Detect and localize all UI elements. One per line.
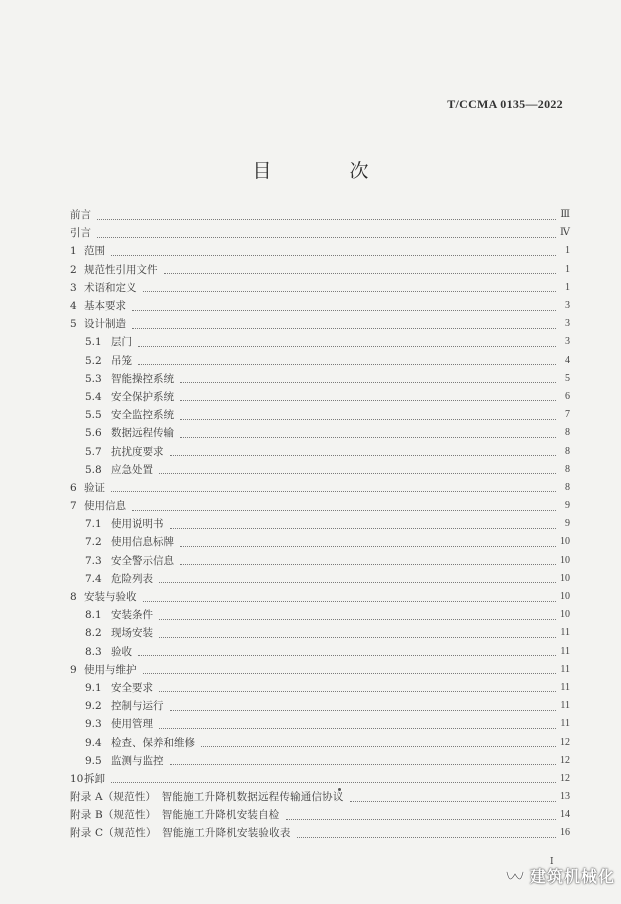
toc-entry-page: 12: [560, 754, 570, 766]
toc-entry-label: [70, 497, 128, 515]
toc-entry-label: [70, 824, 293, 842]
toc-entry[interactable]: [70, 497, 570, 515]
toc-leader-dots: [180, 392, 556, 401]
toc-entry-number: 5.6: [85, 427, 102, 440]
toc-entry[interactable]: [70, 515, 570, 533]
standard-code: T/CCMA 0135—2022: [447, 97, 563, 111]
toc-entry-label: [70, 279, 139, 297]
toc-entry-title: 安全保护系统: [111, 390, 174, 403]
toc-leader-dots: [111, 247, 556, 256]
toc-entry-title: 引言: [70, 227, 91, 240]
toc-entry[interactable]: [70, 533, 570, 551]
toc-entry-label: [70, 242, 107, 260]
toc-entry-label: [85, 679, 155, 697]
toc-entry[interactable]: [70, 297, 570, 315]
toc-entry-page: 13: [560, 791, 570, 803]
toc-entry[interactable]: [70, 333, 570, 351]
toc-entry-number: 9.2: [85, 700, 102, 713]
toc-entry-page: 9: [565, 500, 570, 512]
toc-leader-dots: [97, 211, 556, 220]
toc-entry[interactable]: [70, 279, 570, 297]
toc-entry-title: 使用管理: [111, 718, 153, 731]
toc-leader-dots: [138, 338, 556, 347]
toc-entry-page: 8: [565, 463, 570, 475]
toc-entry-title: 附录 B（规范性） 智能施工升降机安装自检: [70, 809, 280, 822]
toc-leader-dots: [350, 793, 556, 802]
toc-entry-number: 7.1: [85, 518, 102, 531]
toc-leader-dots: [143, 593, 557, 602]
toc-entry[interactable]: [70, 679, 570, 697]
toc-entry-label: [85, 352, 134, 370]
toc-entry-label: [85, 461, 155, 479]
toc-entry-title: 安全要求: [111, 681, 153, 694]
toc-entry[interactable]: [70, 733, 570, 751]
toc-leader-dots: [159, 574, 556, 583]
toc-entry-label: [85, 424, 176, 442]
toc-entry-label: [85, 370, 176, 388]
toc-entry[interactable]: [70, 661, 570, 679]
toc-entry-title: 数据远程传输: [111, 427, 174, 440]
toc-entry-number: 2: [70, 263, 77, 276]
toc-entry-page: 16: [560, 827, 570, 839]
toc-leader-dots: [170, 447, 557, 456]
toc-leader-dots: [180, 374, 556, 383]
toc-entry[interactable]: [70, 406, 570, 424]
toc-entry-page: 10: [560, 572, 570, 584]
toc-entry-label: [85, 697, 166, 715]
toc-entry-title: 抗扰度要求: [111, 445, 164, 458]
toc-entry-page: 10: [560, 536, 570, 548]
toc-entry-label: [70, 806, 282, 824]
toc-entry-title: 安全监控系统: [111, 409, 174, 422]
toc-entry-label: [85, 406, 176, 424]
toc-entry-page: 11: [560, 718, 570, 730]
toc-leader-dots: [180, 538, 556, 547]
toc-entry-page: 3: [565, 336, 570, 348]
toc-entry-title: 使用信息标牌: [111, 536, 174, 549]
toc-entry-title: 附录 A（规范性） 智能施工升降机数据远程传输通信协议: [70, 791, 344, 804]
toc-entry-page: 11: [560, 663, 570, 675]
toc-leader-dots: [143, 665, 557, 674]
toc-entry-title: 应急处置: [111, 463, 153, 476]
toc-entry-page: 3: [565, 300, 570, 312]
toc-entry-title: 安装与验收: [84, 591, 137, 604]
toc-entry[interactable]: [70, 824, 570, 842]
toc-entry-page: Ⅳ: [560, 227, 570, 239]
toc-entry-label: [85, 606, 155, 624]
toc-entry-label: [85, 333, 134, 351]
toc-entry-title: 监测与监控: [111, 754, 164, 767]
toc-entry[interactable]: [70, 770, 570, 788]
toc-entry-page: 11: [560, 700, 570, 712]
toc-entry-label: [70, 206, 93, 224]
toc-entry-number: 9.1: [85, 681, 102, 694]
toc-entry[interactable]: [70, 788, 570, 806]
toc-entry-number: 4: [70, 300, 77, 313]
toc-entry[interactable]: [70, 479, 570, 497]
toc-entry[interactable]: [70, 315, 570, 333]
toc-entry-page: 9: [565, 518, 570, 530]
toc-entry-page: 7: [565, 409, 570, 421]
scan-speck: [338, 788, 341, 791]
toc-leader-dots: [143, 283, 557, 292]
toc-entry-title: 吊笼: [111, 354, 132, 367]
toc-entry-label: [70, 224, 93, 242]
toc-entry[interactable]: [70, 624, 570, 642]
toc-entry-title: 基本要求: [84, 300, 126, 313]
toc-entry[interactable]: [70, 206, 570, 224]
toc-entry-number: 5.1: [85, 336, 102, 349]
toc-entry-number: 8.1: [85, 609, 102, 622]
toc-leader-dots: [138, 356, 556, 365]
toc-entry[interactable]: [70, 715, 570, 733]
toc-entry-page: 5: [565, 372, 570, 384]
toc-entry-label: [70, 297, 128, 315]
toc-entry-number: 5.2: [85, 354, 102, 367]
toc-entry[interactable]: [70, 370, 570, 388]
toc-entry-page: 11: [560, 645, 570, 657]
toc-entry-label: [85, 443, 166, 461]
toc-entry-title: 范围: [84, 245, 105, 258]
toc-entry-number: 7.2: [85, 536, 102, 549]
toc-entry-page: 1: [565, 281, 570, 293]
toc-entry-label: [70, 661, 139, 679]
toc-leader-dots: [286, 811, 556, 820]
toc-entry-page: 8: [565, 427, 570, 439]
toc-entry-label: [85, 752, 166, 770]
toc-entry-number: 5.4: [85, 390, 102, 403]
toc-entry[interactable]: [70, 588, 570, 606]
toc-entry-page: 3: [565, 318, 570, 330]
toc-entry-page: 6: [565, 390, 570, 402]
toc-entry-title: 验收: [111, 645, 132, 658]
toc-entry-title: 设计制造: [84, 318, 126, 331]
toc-entry-title: 验证: [84, 481, 105, 494]
wechat-channel-icon: [505, 868, 525, 884]
toc-entry-title: 使用信息: [84, 500, 126, 513]
toc-entry-number: 7.3: [85, 554, 102, 567]
toc-entry-number: 5: [70, 318, 77, 331]
toc-entry[interactable]: [70, 806, 570, 824]
toc-entry[interactable]: [70, 697, 570, 715]
toc-leader-dots: [180, 556, 556, 565]
toc-entry-title: 现场安装: [111, 627, 153, 640]
page-number: I: [550, 857, 554, 867]
toc-entry-label: [85, 715, 155, 733]
toc-entry-page: 11: [560, 627, 570, 639]
toc-entry-page: 1: [565, 245, 570, 257]
toc-entry-number: 8.3: [85, 645, 102, 658]
toc-entry-number: 1: [70, 245, 77, 258]
toc-leader-dots: [159, 465, 556, 474]
toc-entry-title: 使用与维护: [84, 663, 137, 676]
toc-leader-dots: [170, 756, 557, 765]
toc-entry-page: 10: [560, 591, 570, 603]
toc-entry-number: 9.3: [85, 718, 102, 731]
toc-entry-number: 5.7: [85, 445, 102, 458]
toc-entry-number: 8: [70, 591, 77, 604]
toc-entry-title: 术语和定义: [84, 281, 137, 294]
toc-entry-label: [85, 643, 134, 661]
toc-entry-number: 9.4: [85, 736, 102, 749]
toc-entry-number: 5.5: [85, 409, 102, 422]
toc-entry-label: [85, 624, 155, 642]
toc-entry-label: [85, 570, 155, 588]
toc-entry[interactable]: [70, 261, 570, 279]
toc-entry[interactable]: [70, 752, 570, 770]
toc-entry-label: [85, 515, 166, 533]
toc-entry-label: [70, 261, 160, 279]
toc-leader-dots: [159, 629, 556, 638]
toc-entry-number: 9: [70, 663, 77, 676]
toc-entry-number: 6: [70, 481, 77, 494]
toc-leader-dots: [159, 720, 556, 729]
toc-leader-dots: [159, 683, 556, 692]
toc-entry-number: 7.4: [85, 572, 102, 585]
toc-entry-page: 8: [565, 481, 570, 493]
toc-entry-number: 8.2: [85, 627, 102, 640]
toc-entry-title: 附录 C（规范性） 智能施工升降机安装验收表: [70, 827, 291, 840]
watermark-text: 建筑机械化: [529, 867, 615, 886]
toc-entry-title: 使用说明书: [111, 518, 164, 531]
toc-leader-dots: [132, 320, 556, 329]
toc-entry[interactable]: [70, 388, 570, 406]
toc-entry-title: 控制与运行: [111, 700, 164, 713]
toc-entry-number: 5.8: [85, 463, 102, 476]
toc-entry[interactable]: [70, 242, 570, 260]
toc-entry-page: 12: [560, 772, 570, 784]
toc-entry-title: 拆卸: [84, 772, 105, 785]
toc-entry-title: 智能操控系统: [111, 372, 174, 385]
toc-entry-title: 前言: [70, 209, 91, 222]
toc-entry[interactable]: [70, 224, 570, 242]
toc-entry-page: 14: [560, 809, 570, 821]
toc-leader-dots: [132, 502, 556, 511]
toc-leader-dots: [97, 229, 556, 238]
toc-leader-dots: [201, 738, 556, 747]
toc-entry[interactable]: [70, 570, 570, 588]
page-title: 目 次: [252, 160, 405, 182]
toc-leader-dots: [111, 483, 556, 492]
toc-leader-dots: [297, 829, 556, 838]
toc-leader-dots: [132, 302, 556, 311]
toc-entry-number: 3: [70, 281, 77, 294]
toc-entry-label: [85, 533, 176, 551]
toc-leader-dots: [138, 647, 556, 656]
toc-entry-title: 危险列表: [111, 572, 153, 585]
toc-entry-page: 1: [565, 263, 570, 275]
toc-entry-title: 安全警示信息: [111, 554, 174, 567]
toc-leader-dots: [111, 774, 556, 783]
toc-entry-number: 9.5: [85, 754, 102, 767]
toc-entry[interactable]: [70, 352, 570, 370]
toc-entry-page: 12: [560, 736, 570, 748]
watermark: [505, 864, 615, 887]
toc-entry-label: [85, 734, 197, 752]
toc-entry[interactable]: [70, 461, 570, 479]
toc-entry-title: 规范性引用文件: [84, 263, 158, 276]
toc-leader-dots: [170, 702, 557, 711]
toc-entry-label: [70, 479, 107, 497]
toc-entry[interactable]: [70, 424, 570, 442]
toc-entry-title: 层门: [111, 336, 132, 349]
table-of-contents: [70, 206, 570, 843]
toc-entry-page: 8: [565, 445, 570, 457]
toc-entry[interactable]: [70, 606, 570, 624]
toc-entry-number: 10: [70, 772, 84, 785]
toc-entry-page: 10: [560, 554, 570, 566]
toc-entry-page: 11: [560, 681, 570, 693]
toc-entry-label: [70, 770, 107, 788]
toc-entry-page: 10: [560, 609, 570, 621]
toc-entry-label: [70, 315, 128, 333]
toc-leader-dots: [180, 429, 556, 438]
toc-entry[interactable]: [70, 442, 570, 460]
toc-entry-page: Ⅲ: [560, 209, 570, 221]
toc-leader-dots: [170, 520, 557, 529]
toc-entry-number: 7: [70, 500, 77, 513]
toc-entry-title: 检查、保养和维修: [111, 736, 195, 749]
toc-entry-page: 4: [565, 354, 570, 366]
toc-entry-title: 安装条件: [111, 609, 153, 622]
toc-leader-dots: [159, 611, 556, 620]
toc-entry-label: [85, 552, 176, 570]
toc-leader-dots: [180, 411, 556, 420]
toc-entry-label: [70, 588, 139, 606]
toc-entry[interactable]: [70, 643, 570, 661]
toc-entry-number: 5.3: [85, 372, 102, 385]
toc-entry-label: [70, 788, 346, 806]
toc-entry[interactable]: [70, 552, 570, 570]
toc-entry-label: [85, 388, 176, 406]
toc-leader-dots: [164, 265, 557, 274]
